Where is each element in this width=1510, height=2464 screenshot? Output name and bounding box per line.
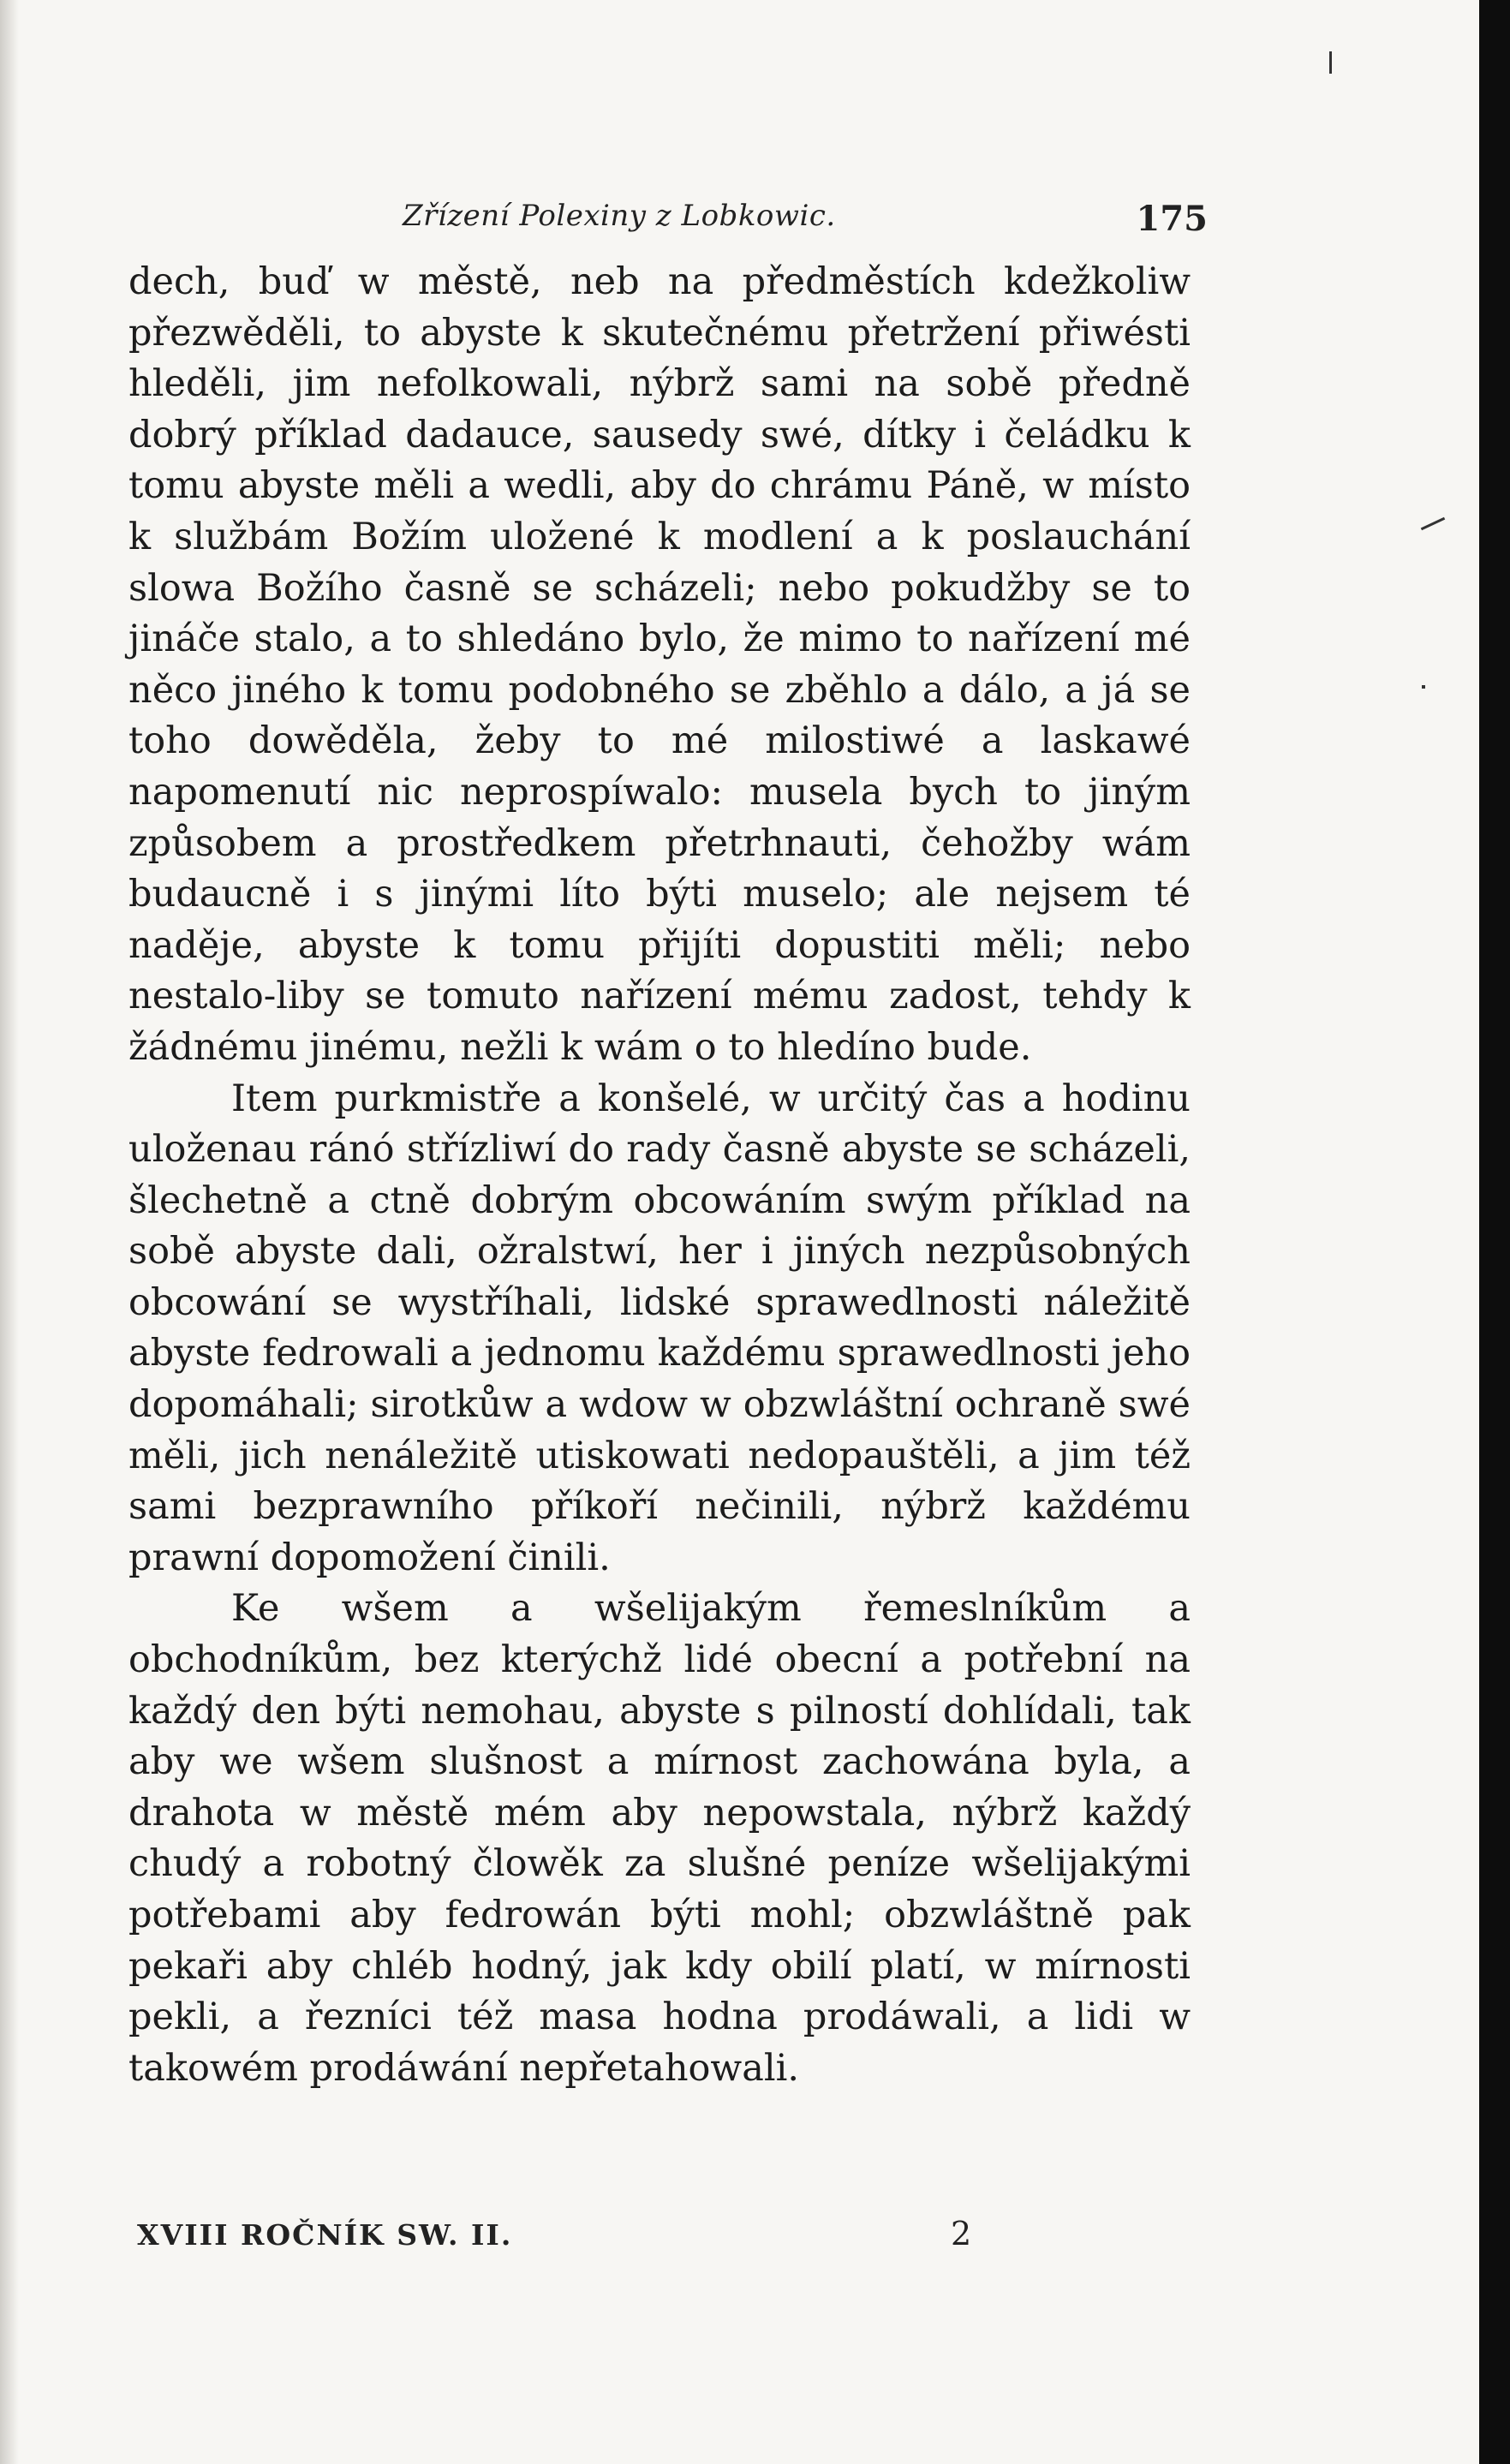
page-number: 175 [1136, 199, 1208, 239]
margin-mark [1421, 517, 1445, 530]
margin-mark [1422, 685, 1425, 689]
page-header [403, 199, 1208, 250]
paragraph-craftsmen: Ke wšem a wšelijakým řemeslníkům a obchodníkům, bez kterýchž lidé obecní a potřební na každý den býti nemohau, abyste s pilností dohlídali, tak aby we wšem slušnost a mírnost zachowána byla, a drahota w městě mém aby nepowstala, nýbrž každý chudý a robotný člowěk za slušné peníze wšelijakými potřebami aby fedrowán býti mohl; obzwláštně pak pekaři aby chléb hodný, jak kdy obilí platí, w mírnosti pekli, a řezníci též masa hodna prodáwali, a lidi w takowém prodáwání nepřetahowali. [128, 1587, 1191, 2090]
running-title: Zřízení Polexiny z Lobkowic. [403, 199, 836, 233]
scan-edge-border [1479, 0, 1510, 2464]
page-footer [137, 2215, 994, 2261]
printer-signature: XVIII ROČNÍK SW. II. [137, 2218, 513, 2252]
paragraph-item-councillors: Item purkmistře a konšelé, w určitý čas a hodinu uloženau ránó střízliwí do rady časně abyste se scházeli, šlechetně a ctně dobrým obcowáním swým příklad na sobě abyste dali, ožralstwí, her i jiných nezpůsobných obcowání se wystříhali, lidské sprawedlnosti náležitě abyste fedrowali a jednomu každému sprawedlnosti jeho dopomáhali; sirotkůw a wdow w obzwláštní ochraně swé měli, jich nenáležitě utiskowati nedopauštěli, a jim též sami bezprawního příkoří nečinili, nýbrž každému prawní dopomožení činili. [128, 1077, 1191, 1579]
sheet-number: 2 [951, 2215, 972, 2252]
page-gutter-shadow [0, 0, 19, 2464]
paragraph-continuation: dech, buď w městě, neb na předměstích kdežkoliw přezwěděli, to abyste k skutečnému přetržení přiwésti hleděli, jim nefolkowali, nýbrž sami na sobě předně dobrý příklad dadauce, sausedy swé, dítky i čeládku k tomu abyste měli a wedli, aby do chrámu Páně, w místo k službám Božím uložené k modlení a k poslauchání slowa Božího časně se scházeli; nebo pokudžby se to jináče stalo, a to shledáno bylo, že mimo to nařízení mé něco jiného k tomu podobného se zběhlo a dálo, a já se toho dowěděla, žeby to mé milostiwé a laskawé napomenutí nic neprospíwalo: musela bych to jiným způsobem a prostředkem přetrhnauti, čehožby wám budaucně i s jinými líto býti muselo; ale nejsem té naděje, abyste k tomu přijíti dopustiti měli; nebo nestalo-liby se tomuto nařízení mému zadost, tehdy k žádnému jinému, nežli k wám o to hledíno bude. [128, 260, 1191, 1069]
margin-mark [1329, 51, 1332, 74]
body-text [128, 257, 1191, 2094]
